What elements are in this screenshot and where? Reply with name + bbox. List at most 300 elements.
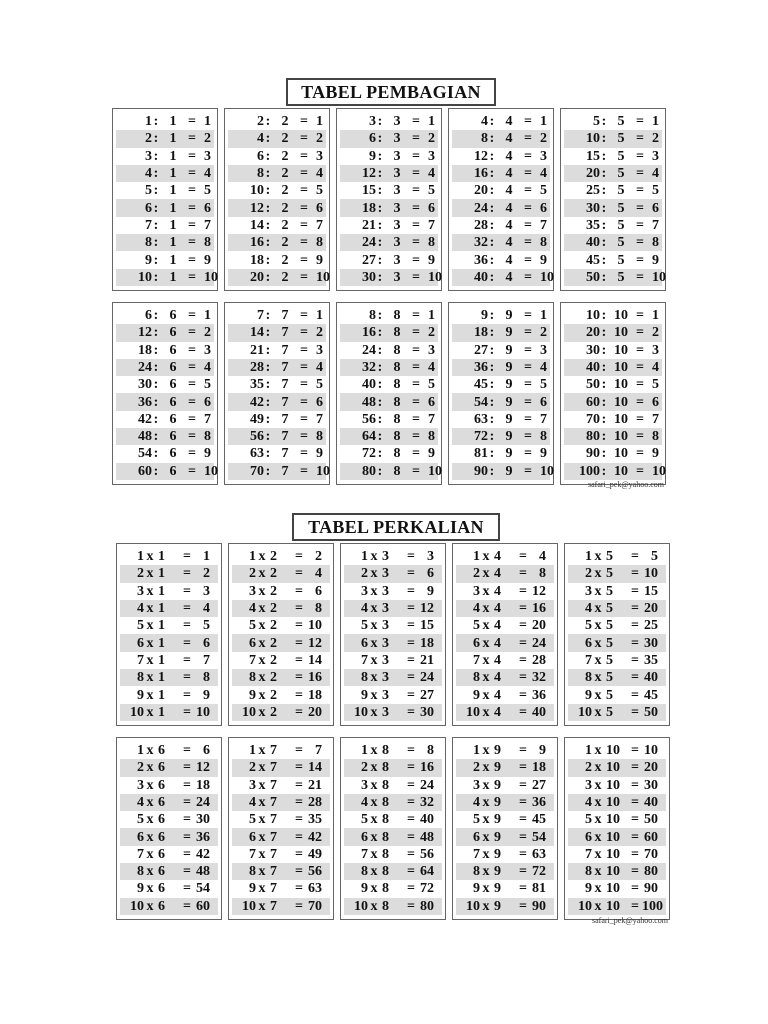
operand-a: 8 — [249, 670, 256, 686]
operand-a: 5 — [137, 618, 144, 634]
operand-b: 1 — [169, 235, 177, 251]
result: 3 — [540, 342, 547, 358]
equation-row — [344, 794, 442, 811]
result: 6 — [540, 394, 547, 410]
operator: : — [265, 200, 271, 216]
equation-row — [568, 777, 666, 794]
equals-sign: = — [631, 601, 639, 617]
operand-b: 5 — [617, 148, 625, 164]
operand-b: 10 — [606, 829, 620, 845]
equals-sign: = — [300, 325, 308, 341]
operator: : — [601, 342, 607, 358]
operator: x — [258, 743, 266, 759]
operand-b: 8 — [382, 760, 389, 776]
operand-b: 5 — [617, 252, 625, 268]
operator: : — [265, 394, 271, 410]
operand-a: 6 — [145, 200, 152, 216]
operand-b: 4 — [494, 601, 501, 617]
operand-a: 7 — [473, 846, 480, 862]
equation-row — [568, 898, 666, 915]
equals-sign: = — [524, 114, 532, 130]
operand-b: 3 — [393, 131, 401, 147]
operator: : — [153, 463, 159, 479]
equation-row — [120, 777, 218, 794]
equals-sign: = — [300, 377, 308, 393]
operand-b: 8 — [382, 829, 389, 845]
operand-b: 1 — [158, 583, 165, 599]
operand-a: 45 — [474, 377, 488, 393]
equation-row — [564, 445, 662, 462]
operator: : — [153, 269, 159, 285]
equation-row — [344, 652, 442, 669]
operand-b: 5 — [606, 601, 613, 617]
equals-sign: = — [412, 217, 420, 233]
operand-a: 8 — [481, 131, 488, 147]
operator: x — [370, 743, 378, 759]
equals-sign: = — [631, 829, 639, 845]
operator: : — [265, 429, 271, 445]
operand-b: 7 — [281, 377, 289, 393]
equation-row — [232, 828, 330, 845]
equals-sign: = — [519, 601, 527, 617]
operand-a: 24 — [362, 235, 376, 251]
equals-sign: = — [295, 864, 303, 880]
operand-b: 4 — [494, 652, 501, 668]
operand-b: 9 — [505, 463, 513, 479]
operand-a: 4 — [145, 166, 152, 182]
equals-sign: = — [183, 566, 191, 582]
division-table-6 — [112, 302, 218, 485]
operator: x — [146, 549, 154, 565]
result: 45 — [644, 687, 658, 703]
operator: : — [489, 325, 495, 341]
equation-row — [568, 828, 666, 845]
operand-b: 7 — [270, 864, 277, 880]
result: 2 — [203, 566, 210, 582]
operand-b: 7 — [270, 881, 277, 897]
operator: x — [370, 652, 378, 668]
operator: x — [258, 583, 266, 599]
operand-b: 7 — [281, 394, 289, 410]
result: 12 — [420, 601, 434, 617]
result: 4 — [203, 601, 210, 617]
result: 18 — [532, 760, 546, 776]
equals-sign: = — [524, 342, 532, 358]
equals-sign: = — [183, 652, 191, 668]
equals-sign: = — [188, 166, 196, 182]
equals-sign: = — [407, 566, 415, 582]
operand-a: 7 — [585, 846, 592, 862]
result: 9 — [203, 687, 210, 703]
equals-sign: = — [295, 635, 303, 651]
operator: x — [146, 812, 154, 828]
equals-sign: = — [300, 183, 308, 199]
result: 1 — [652, 114, 659, 130]
equals-sign: = — [295, 618, 303, 634]
operand-a: 1 — [145, 114, 152, 130]
result: 6 — [428, 200, 435, 216]
operator: : — [377, 342, 383, 358]
equation-row — [344, 811, 442, 828]
equals-sign: = — [407, 601, 415, 617]
operand-a: 9 — [137, 881, 144, 897]
operand-a: 16 — [250, 235, 264, 251]
equals-sign: = — [412, 342, 420, 358]
operator: : — [601, 183, 607, 199]
operand-b: 5 — [606, 635, 613, 651]
operator: : — [153, 183, 159, 199]
operand-a: 14 — [250, 217, 264, 233]
equals-sign: = — [636, 429, 644, 445]
operator: : — [601, 446, 607, 462]
result: 7 — [652, 411, 659, 427]
operator: : — [377, 217, 383, 233]
operator: : — [489, 217, 495, 233]
operand-a: 4 — [585, 795, 592, 810]
equation-row — [228, 463, 330, 480]
equals-sign: = — [407, 795, 415, 810]
equation-row — [116, 148, 214, 165]
operand-a: 1 — [585, 743, 592, 759]
operand-b: 9 — [505, 446, 513, 462]
equation-row — [452, 217, 550, 234]
operand-a: 35 — [586, 217, 600, 233]
equals-sign: = — [407, 549, 415, 565]
equals-sign: = — [412, 394, 420, 410]
operator: x — [482, 601, 490, 617]
equation-row — [452, 445, 550, 462]
equals-sign: = — [636, 394, 644, 410]
equation-row — [120, 863, 218, 880]
equation-row — [568, 565, 666, 582]
operand-b: 9 — [494, 864, 501, 880]
operand-a: 21 — [250, 342, 264, 358]
operand-b: 4 — [505, 166, 513, 182]
operator: x — [594, 743, 602, 759]
operand-b: 6 — [158, 812, 165, 828]
equation-row — [120, 880, 218, 897]
result: 36 — [532, 795, 546, 810]
operator: : — [601, 200, 607, 216]
equation-row — [116, 217, 214, 234]
equals-sign: = — [183, 635, 191, 651]
operator: x — [258, 881, 266, 897]
equation-row — [340, 393, 438, 410]
equation-row — [116, 445, 214, 462]
equation-row — [456, 634, 554, 651]
operand-b: 10 — [606, 864, 620, 880]
result: 36 — [196, 829, 210, 845]
result: 2 — [204, 325, 211, 341]
equation-row — [228, 445, 326, 462]
operand-a: 48 — [362, 394, 376, 410]
operator: x — [482, 812, 490, 828]
operator: : — [377, 429, 383, 445]
operand-b: 3 — [382, 549, 389, 565]
equation-row — [232, 811, 330, 828]
equation-row — [120, 811, 218, 828]
equals-sign: = — [407, 743, 415, 759]
operand-b: 2 — [281, 183, 289, 199]
equation-row — [452, 113, 550, 130]
equation-row — [564, 428, 662, 445]
equation-row — [340, 324, 438, 341]
operand-b: 8 — [393, 377, 401, 393]
operand-a: 2 — [257, 114, 264, 130]
operand-b: 1 — [158, 670, 165, 686]
operand-a: 1 — [137, 549, 144, 565]
equation-row — [564, 234, 662, 251]
operand-b: 5 — [606, 618, 613, 634]
equals-sign: = — [188, 235, 196, 251]
operator: x — [370, 777, 378, 793]
division-table-4 — [448, 108, 554, 291]
equation-row — [568, 880, 666, 897]
operand-a: 3 — [473, 777, 480, 793]
equation-row — [568, 634, 666, 651]
equation-row — [568, 617, 666, 634]
result: 16 — [420, 760, 434, 776]
equation-row — [564, 411, 662, 428]
operand-b: 1 — [158, 549, 165, 565]
operator: x — [258, 635, 266, 651]
operand-a: 3 — [137, 583, 144, 599]
result: 8 — [315, 601, 322, 617]
equals-sign: = — [631, 777, 639, 793]
division-title: TABEL PEMBAGIAN — [286, 78, 496, 106]
operator: : — [377, 411, 383, 427]
equation-row — [228, 269, 330, 286]
result: 2 — [428, 325, 435, 341]
operand-b: 2 — [270, 601, 277, 617]
operand-a: 64 — [362, 429, 376, 445]
equation-row — [452, 324, 550, 341]
result: 5 — [428, 183, 435, 199]
equals-sign: = — [183, 670, 191, 686]
equation-row — [340, 251, 438, 268]
equals-sign: = — [407, 760, 415, 776]
equation-row — [344, 669, 442, 686]
operand-a: 12 — [250, 200, 264, 216]
equation-row — [568, 652, 666, 669]
operator: x — [258, 760, 266, 776]
result: 10 — [428, 269, 442, 285]
operator: : — [153, 166, 159, 182]
operator: : — [153, 325, 159, 341]
operand-b: 5 — [617, 114, 625, 130]
result: 7 — [540, 411, 547, 427]
operator: x — [594, 760, 602, 776]
operand-a: 8 — [249, 864, 256, 880]
operand-a: 70 — [586, 411, 600, 427]
equals-sign: = — [188, 411, 196, 427]
operand-a: 90 — [586, 446, 600, 462]
operand-b: 6 — [169, 325, 177, 341]
operator: x — [482, 549, 490, 565]
operator: : — [377, 183, 383, 199]
operator: x — [146, 652, 154, 668]
equation-row — [564, 251, 662, 268]
equation-row — [232, 652, 330, 669]
operator: x — [258, 652, 266, 668]
equation-row — [344, 704, 442, 721]
operator: x — [370, 670, 378, 686]
equals-sign: = — [295, 704, 303, 720]
result: 30 — [644, 777, 658, 793]
result: 7 — [316, 411, 323, 427]
result: 6 — [428, 394, 435, 410]
operand-a: 3 — [473, 583, 480, 599]
operand-b: 3 — [393, 217, 401, 233]
result: 1 — [204, 114, 211, 130]
operator: x — [146, 777, 154, 793]
operand-b: 1 — [158, 635, 165, 651]
equation-row — [232, 686, 330, 703]
result: 63 — [532, 846, 546, 862]
equals-sign: = — [188, 360, 196, 375]
operand-b: 9 — [494, 795, 501, 810]
operand-a: 1 — [585, 549, 592, 565]
multiplication-table-3 — [340, 543, 446, 726]
operator: : — [489, 114, 495, 130]
equation-row — [232, 794, 330, 811]
equals-sign: = — [636, 131, 644, 147]
operand-b: 8 — [393, 394, 401, 410]
equals-sign: = — [631, 635, 639, 651]
result: 6 — [540, 200, 547, 216]
result: 49 — [308, 846, 322, 862]
equals-sign: = — [524, 235, 532, 251]
operand-b: 7 — [270, 846, 277, 862]
equation-row — [228, 307, 326, 324]
equation-row — [456, 704, 554, 721]
equation-row — [564, 130, 662, 147]
equals-sign: = — [412, 446, 420, 462]
operator: x — [482, 618, 490, 634]
operator: x — [258, 829, 266, 845]
result: 1 — [428, 114, 435, 130]
result: 90 — [532, 898, 546, 914]
result: 5 — [652, 377, 659, 393]
equation-row — [120, 686, 218, 703]
equals-sign: = — [524, 200, 532, 216]
equation-row — [344, 880, 442, 897]
result: 1 — [316, 114, 323, 130]
equals-sign: = — [183, 812, 191, 828]
result: 7 — [315, 743, 322, 759]
operand-b: 4 — [505, 235, 513, 251]
operand-a: 6 — [473, 635, 480, 651]
operator: : — [489, 131, 495, 147]
operand-b: 8 — [393, 446, 401, 462]
equals-sign: = — [407, 618, 415, 634]
operator: : — [265, 377, 271, 393]
operand-b: 10 — [614, 394, 628, 410]
equals-sign: = — [188, 252, 196, 268]
equals-sign: = — [524, 429, 532, 445]
equals-sign: = — [524, 446, 532, 462]
operand-a: 63 — [250, 446, 264, 462]
operator: x — [146, 635, 154, 651]
equals-sign: = — [407, 898, 415, 914]
equation-row — [228, 130, 326, 147]
operand-b: 10 — [614, 377, 628, 393]
operand-b: 6 — [169, 394, 177, 410]
multiplication-table-9 — [452, 737, 558, 920]
operand-a: 63 — [474, 411, 488, 427]
equals-sign: = — [636, 183, 644, 199]
operator: x — [594, 549, 602, 565]
operand-b: 8 — [393, 463, 401, 479]
operand-b: 6 — [158, 760, 165, 776]
operator: x — [370, 549, 378, 565]
division-table-1 — [112, 108, 218, 291]
equals-sign: = — [295, 812, 303, 828]
equals-sign: = — [300, 131, 308, 147]
equals-sign: = — [412, 200, 420, 216]
equation-row — [232, 548, 330, 565]
operand-b: 5 — [617, 269, 625, 285]
equals-sign: = — [412, 429, 420, 445]
result: 20 — [644, 760, 658, 776]
operand-b: 1 — [158, 601, 165, 617]
operand-a: 70 — [250, 463, 264, 479]
equation-row — [116, 307, 214, 324]
operator: : — [377, 377, 383, 393]
equation-row — [564, 165, 662, 182]
operand-b: 4 — [505, 131, 513, 147]
operand-a: 6 — [145, 308, 152, 324]
operand-a: 1 — [473, 549, 480, 565]
equation-row — [564, 307, 662, 324]
result: 4 — [204, 166, 211, 182]
operand-b: 7 — [270, 743, 277, 759]
equation-row — [452, 359, 550, 376]
result: 10 — [540, 269, 554, 285]
operand-b: 1 — [169, 148, 177, 164]
operand-a: 45 — [586, 252, 600, 268]
operand-b: 8 — [382, 846, 389, 862]
equation-row — [452, 307, 550, 324]
result: 10 — [540, 463, 554, 479]
operand-a: 4 — [137, 795, 144, 810]
equation-row — [344, 617, 442, 634]
operator: x — [146, 898, 154, 914]
operand-b: 3 — [382, 635, 389, 651]
equation-row — [568, 811, 666, 828]
operand-b: 3 — [393, 166, 401, 182]
operator: : — [153, 235, 159, 251]
operand-b: 3 — [393, 252, 401, 268]
division-table-3 — [336, 108, 442, 291]
equation-row — [452, 428, 550, 445]
operator: x — [370, 618, 378, 634]
equals-sign: = — [519, 829, 527, 845]
operator: : — [601, 166, 607, 182]
operand-b: 2 — [281, 252, 289, 268]
operand-a: 2 — [137, 760, 144, 776]
result: 24 — [420, 670, 434, 686]
equation-row — [120, 652, 218, 669]
operator: x — [594, 846, 602, 862]
operator: x — [146, 687, 154, 703]
operand-b: 4 — [505, 217, 513, 233]
multiplication-table-1 — [116, 543, 222, 726]
equation-row — [456, 617, 554, 634]
operand-b: 4 — [505, 114, 513, 130]
equals-sign: = — [295, 881, 303, 897]
operand-b: 7 — [270, 795, 277, 810]
